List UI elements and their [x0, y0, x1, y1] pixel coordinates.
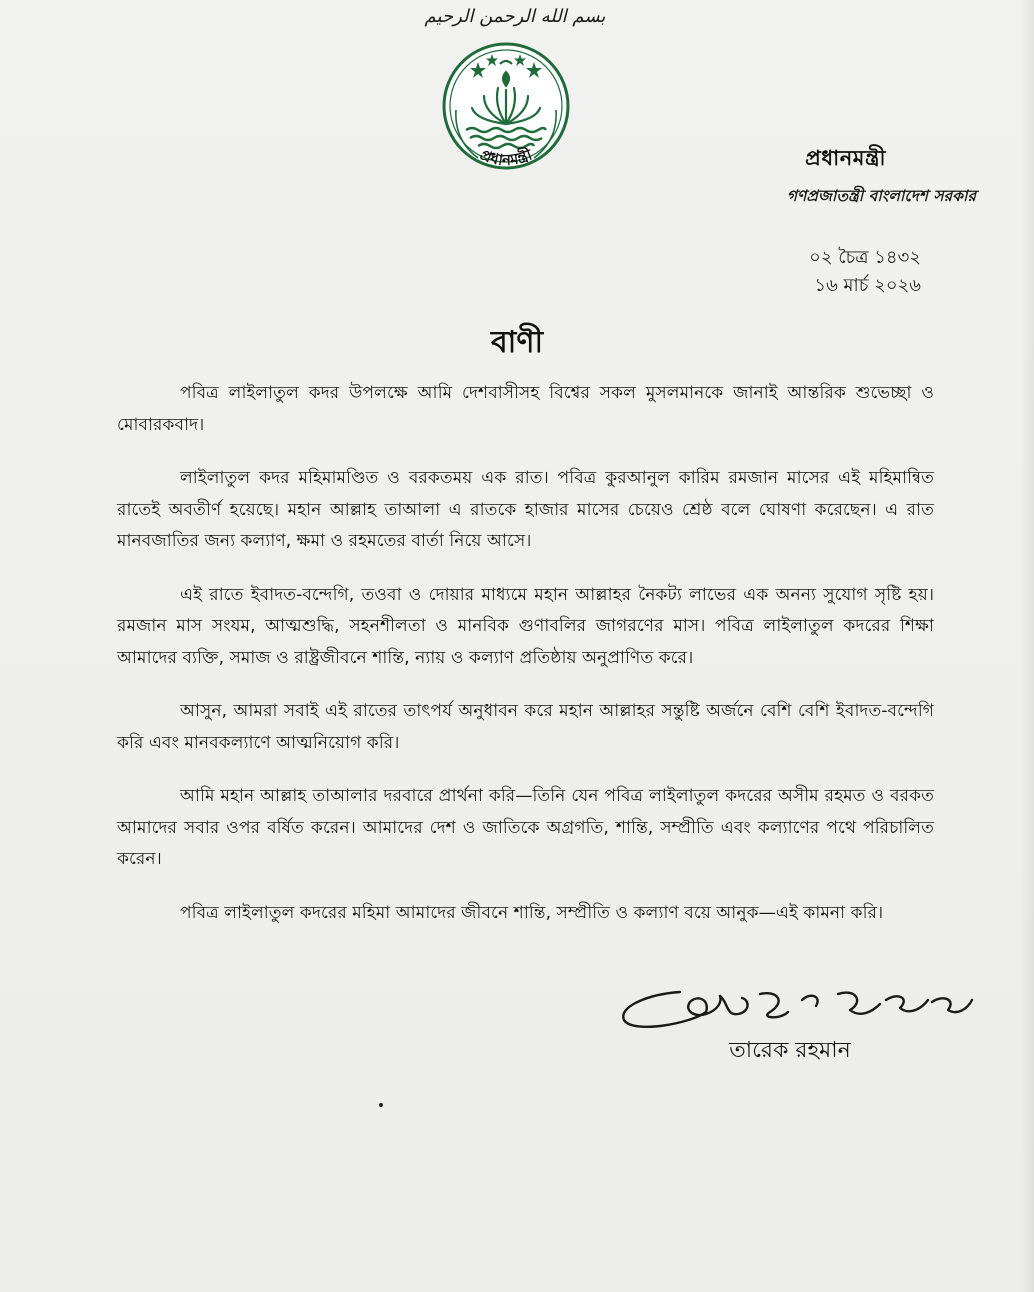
- paragraph: লাইলাতুল কদর মহিমামণ্ডিত ও বরকতময় এক রাত। পবিত্র কুরআনুল কারিম রমজান মাসের এই মহিমান্বিত রাতেই অবতীর্ণ হয়েছে। মহান আল্লাহ তাআলা এ রাতকে হাজার মাসের চেয়েও শ্রেষ্ঠ বলে ঘোষণা করেছেন। এ রাত মানবজাতির জন্য কল্যাণ, ক্ষমা ও রহমতের বার্তা নিয়ে আসে।: [117, 468, 934, 551]
- paragraph: পবিত্র লাইলাতুল কদরের মহিমা আমাদের জীবনে শান্তি, সম্প্রীতি ও কল্যাণ বয়ে আনুক—এই কামনা করি।: [180, 902, 884, 923]
- paper-speck: [379, 1103, 383, 1107]
- paragraph: এই রাতে ইবাদত-বন্দেগি, তওবা ও দোয়ার মাধ্যমে মহান আল্লাহর নৈকট্য লাভের এক অনন্য সুযোগ সৃষ্টি হয়। রমজান মাস সংযম, আত্মশুদ্ধি, সহনশীলতা ও মানবিক গুণাবলির জাগরণের মাস। পবিত্র লাইলাতুল কদরের শিক্ষা আমাদের ব্যক্তি, সমাজ ও রাষ্ট্রজীবনে শান্তি, ন্যায় ও কল্যাণ প্রতিষ্ঠায় অনুপ্রাণিত করে।: [117, 584, 934, 668]
- page-edge-shadow: [1020, 0, 1034, 1292]
- message-body: [117, 378, 934, 951]
- paragraph: পবিত্র লাইলাতুল কদর উপলক্ষে আমি দেশবাসীসহ বিশ্বের সকল মুসলমানকে জানাই আন্তরিক শুভেচ্ছা ও মোবারকবাদ।: [117, 383, 934, 435]
- handwritten-signature: [610, 972, 980, 1042]
- date-gregorian: ১৬ মার্চ ২০২৬: [814, 275, 921, 296]
- date-bangla: ০২ চৈত্র ১৪৩২: [809, 247, 921, 268]
- paragraph: আমি মহান আল্লাহ তাআলার দরবারে প্রার্থনা করি—তিনি যেন পবিত্র লাইলাতুল কদরের অসীম রহমত ও বরকত আমাদের সবার ওপর বর্ষিত করেন। আমাদের দেশ ও জাতিকে অগ্রগতি, শান্তি, সম্প্রীতি এবং কল্যাণের পথে পরিচালিত করেন।: [117, 786, 934, 869]
- office-subtitle: গণপ্রজাতন্ত্রী বাংলাদেশ সরকার: [786, 187, 976, 205]
- bismillah-calligraphy: بسم الله الرحمن الرحيم: [424, 6, 606, 27]
- prime-minister-emblem: [432, 40, 580, 188]
- office-title: প্রধানমন্ত্রী: [805, 146, 886, 170]
- paragraph: আসুন, আমরা সবাই এই রাতের তাৎপর্য অনুধাবন করে মহান আল্লাহর সন্তুষ্টি অর্জনে বেশি বেশি ইবাদত-বন্দেগি করি এবং মানবকল্যাণে আত্মনিয়োগ করি।: [117, 701, 934, 753]
- emblem-caption: প্রধানমন্ত্রী: [477, 145, 535, 170]
- date-block: [809, 244, 921, 300]
- signer-name: তারেক রহমান: [729, 1038, 851, 1063]
- message-title: বাণী: [490, 325, 544, 360]
- office-block: [787, 142, 976, 210]
